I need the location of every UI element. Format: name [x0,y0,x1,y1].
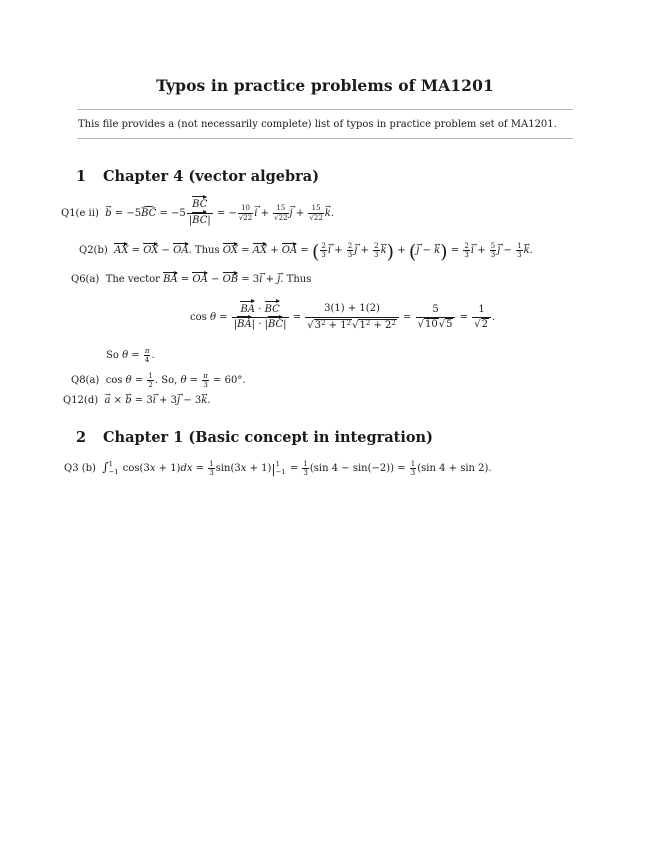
prose-text: The vector [105,274,160,285]
section-title: Chapter 4 (vector algebra) [103,168,320,185]
correction-q8 [71,372,246,389]
question-label: Q1(e ii) [61,207,99,219]
prose-text: So, [161,375,178,387]
correction-q6 [71,275,311,285]
top-rule [77,109,573,110]
section-heading-2 [76,429,433,446]
correction-q3 [64,460,492,477]
equation: ∫ 1 −1 cos(3x + 1)dx = $\frac{1}{3}$ sin(3x + 1)| 1 −1 = $\frac{1}{3}$ (sin 4 − sin(−2)) = $\frac{1}{3}$ (sin 4 + sin 2). [102,460,492,478]
section-heading-1 [76,168,319,185]
question-label: Q2(b) [79,245,108,257]
section-title: Chapter 1 (Basic concept in integration) [103,429,433,446]
question-label: Q6(a) [71,274,100,285]
abstract: This file provides a (not necessarily complete) list of typos in practice problem set of MA1201. [78,119,557,130]
document-title: Typos in practice problems of MA1201 [156,76,494,95]
prose-text: So [106,350,119,362]
equation: cos θ = $\frac{1}{2}$ . So, θ = $\frac{\pi}{3}$ = 60°. [105,372,246,390]
correction-q6-conclusion: So θ = $\frac{\pi}{4}$ . [106,347,155,365]
section-number: 2 [76,429,87,446]
prose-text: Thus [194,245,220,257]
correction-q2 [79,242,533,262]
equation: → b = −5BC = −5 $\frac{BC}{|BC|}$ = − $\frac{10}{√22}$ → i + $\frac{15}{√22}$ → j + $\frac{15}{√22}$ → k. [105,208,334,219]
equation: BA = OA − OB = 3→ i + → j. [163,274,287,285]
prose-text: Thus [286,274,312,285]
display-equation-cos: cos θ = $\frac{BA \cdot BC}{|BA| \cdot |BC|}$ = $\frac{3(1) + 1(2)}{√3^2 + 1^2√1^2 + 2^2}$ = $\frac{5}{√10√5}$ = $\frac{1}{√2}$ . [190,303,496,331]
correction-q12 [63,396,211,406]
question-label: Q8(a) [71,375,100,387]
correction-q1 [61,198,334,228]
section-number: 1 [76,168,87,185]
question-label: Q3 (b) [64,463,96,475]
equation: AX = OX − OA. Thus OX = AX + OA = ( $\frac{2}{3}$ → i + $\frac{2}{3}$ → j + $\frac{2}{3}$ → k) + (→ j − → k) = $\frac{2}{3}$ → i + $\frac{5}{3}$ → j − $\frac{1}{3}$ → k. [114,245,533,256]
equation: → a × → b = 3→ i + 3→ j − 3→ k. [105,395,211,406]
bottom-rule [77,138,573,139]
question-label: Q12(d) [63,395,99,406]
